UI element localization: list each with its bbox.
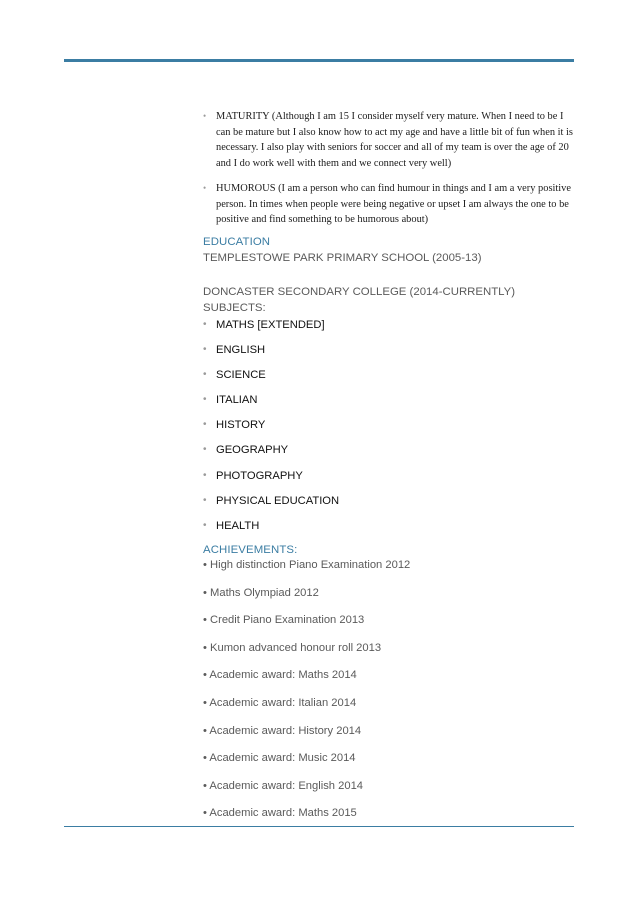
subject-item	[203, 418, 575, 432]
trait-text: MATURITY (Although I am 15 I consider myself very mature. When I need to be I can be mature but I also know how to act my age and have a little bit of fun when it is necessary. I also play with seniors for soccer and all of my team is over the age of 20 and I do work well with them and we connect very well)	[216, 111, 573, 169]
subject-item	[203, 368, 575, 382]
subject-label: SCIENCE	[216, 368, 266, 381]
achievement-item: • High distinction Piano Examination 2012	[203, 559, 411, 571]
subjects-list	[203, 318, 575, 534]
bullet-icon: •	[203, 419, 207, 431]
achievements-heading: ACHIEVEMENTS:	[203, 544, 298, 556]
bottom-divider	[64, 826, 574, 827]
subject-item	[203, 343, 575, 357]
primary-school: TEMPLESTOWE PARK PRIMARY SCHOOL (2005-13)	[203, 251, 482, 264]
achievements-list	[203, 558, 575, 820]
achievement-item: • Academic award: Italian 2014	[203, 696, 357, 709]
trait-maturity	[203, 109, 575, 171]
bullet-icon: •	[203, 343, 207, 355]
subject-label: PHYSICAL EDUCATION	[216, 494, 340, 507]
resume-content	[203, 109, 575, 820]
subject-item	[203, 469, 575, 483]
subject-item	[203, 318, 575, 332]
achievement-item: • Academic award: Maths 2015	[203, 807, 357, 820]
subject-label: ITALIAN	[216, 394, 258, 407]
bullet-icon: •	[203, 444, 207, 456]
subject-label: PHOTOGRAPHY	[216, 469, 303, 482]
achievement-item: • Academic award: Maths 2014	[203, 669, 357, 682]
education-heading: EDUCATION	[203, 235, 271, 248]
bullet-icon: •	[203, 394, 207, 406]
bullet-icon: •	[203, 469, 207, 481]
subject-item	[203, 393, 575, 407]
bullet-icon: •	[203, 183, 207, 193]
traits-list	[203, 109, 575, 228]
achievement-item: • Academic award: History 2014	[203, 724, 362, 737]
bullet-icon: •	[203, 368, 207, 380]
achievement-item: • Academic award: English 2014	[203, 779, 364, 792]
achievement-item: • Academic award: Music 2014	[203, 752, 356, 765]
subject-label: HISTORY	[216, 419, 266, 432]
trait-text: HUMOROUS (I am a person who can find humour in things and I am a very positive person. In times when people were being negative or upset I am always the one to be positive and find something to be humorous about)	[216, 183, 571, 225]
subject-label: HEALTH	[216, 520, 260, 532]
subject-label: GEOGRAPHY	[216, 444, 289, 457]
secondary-school: DONCASTER SECONDARY COLLEGE (2014-CURRENTLY)	[203, 285, 516, 298]
subject-label: ENGLISH	[216, 343, 266, 356]
subjects-label: SUBJECTS:	[203, 301, 266, 314]
subject-item	[203, 443, 575, 457]
bullet-icon: •	[203, 111, 207, 121]
bullet-icon: •	[203, 520, 207, 531]
achievement-item: • Credit Piano Examination 2013	[203, 614, 365, 627]
trait-humorous	[203, 181, 575, 228]
achievement-item: • Kumon advanced honour roll 2013	[203, 641, 382, 654]
subject-label: MATHS [EXTENDED]	[216, 318, 325, 331]
subject-item	[203, 519, 575, 533]
bullet-icon: •	[203, 494, 207, 506]
bullet-icon: •	[203, 318, 207, 330]
achievement-item: • Maths Olympiad 2012	[203, 586, 319, 599]
subject-item	[203, 494, 575, 508]
top-divider	[64, 59, 574, 62]
